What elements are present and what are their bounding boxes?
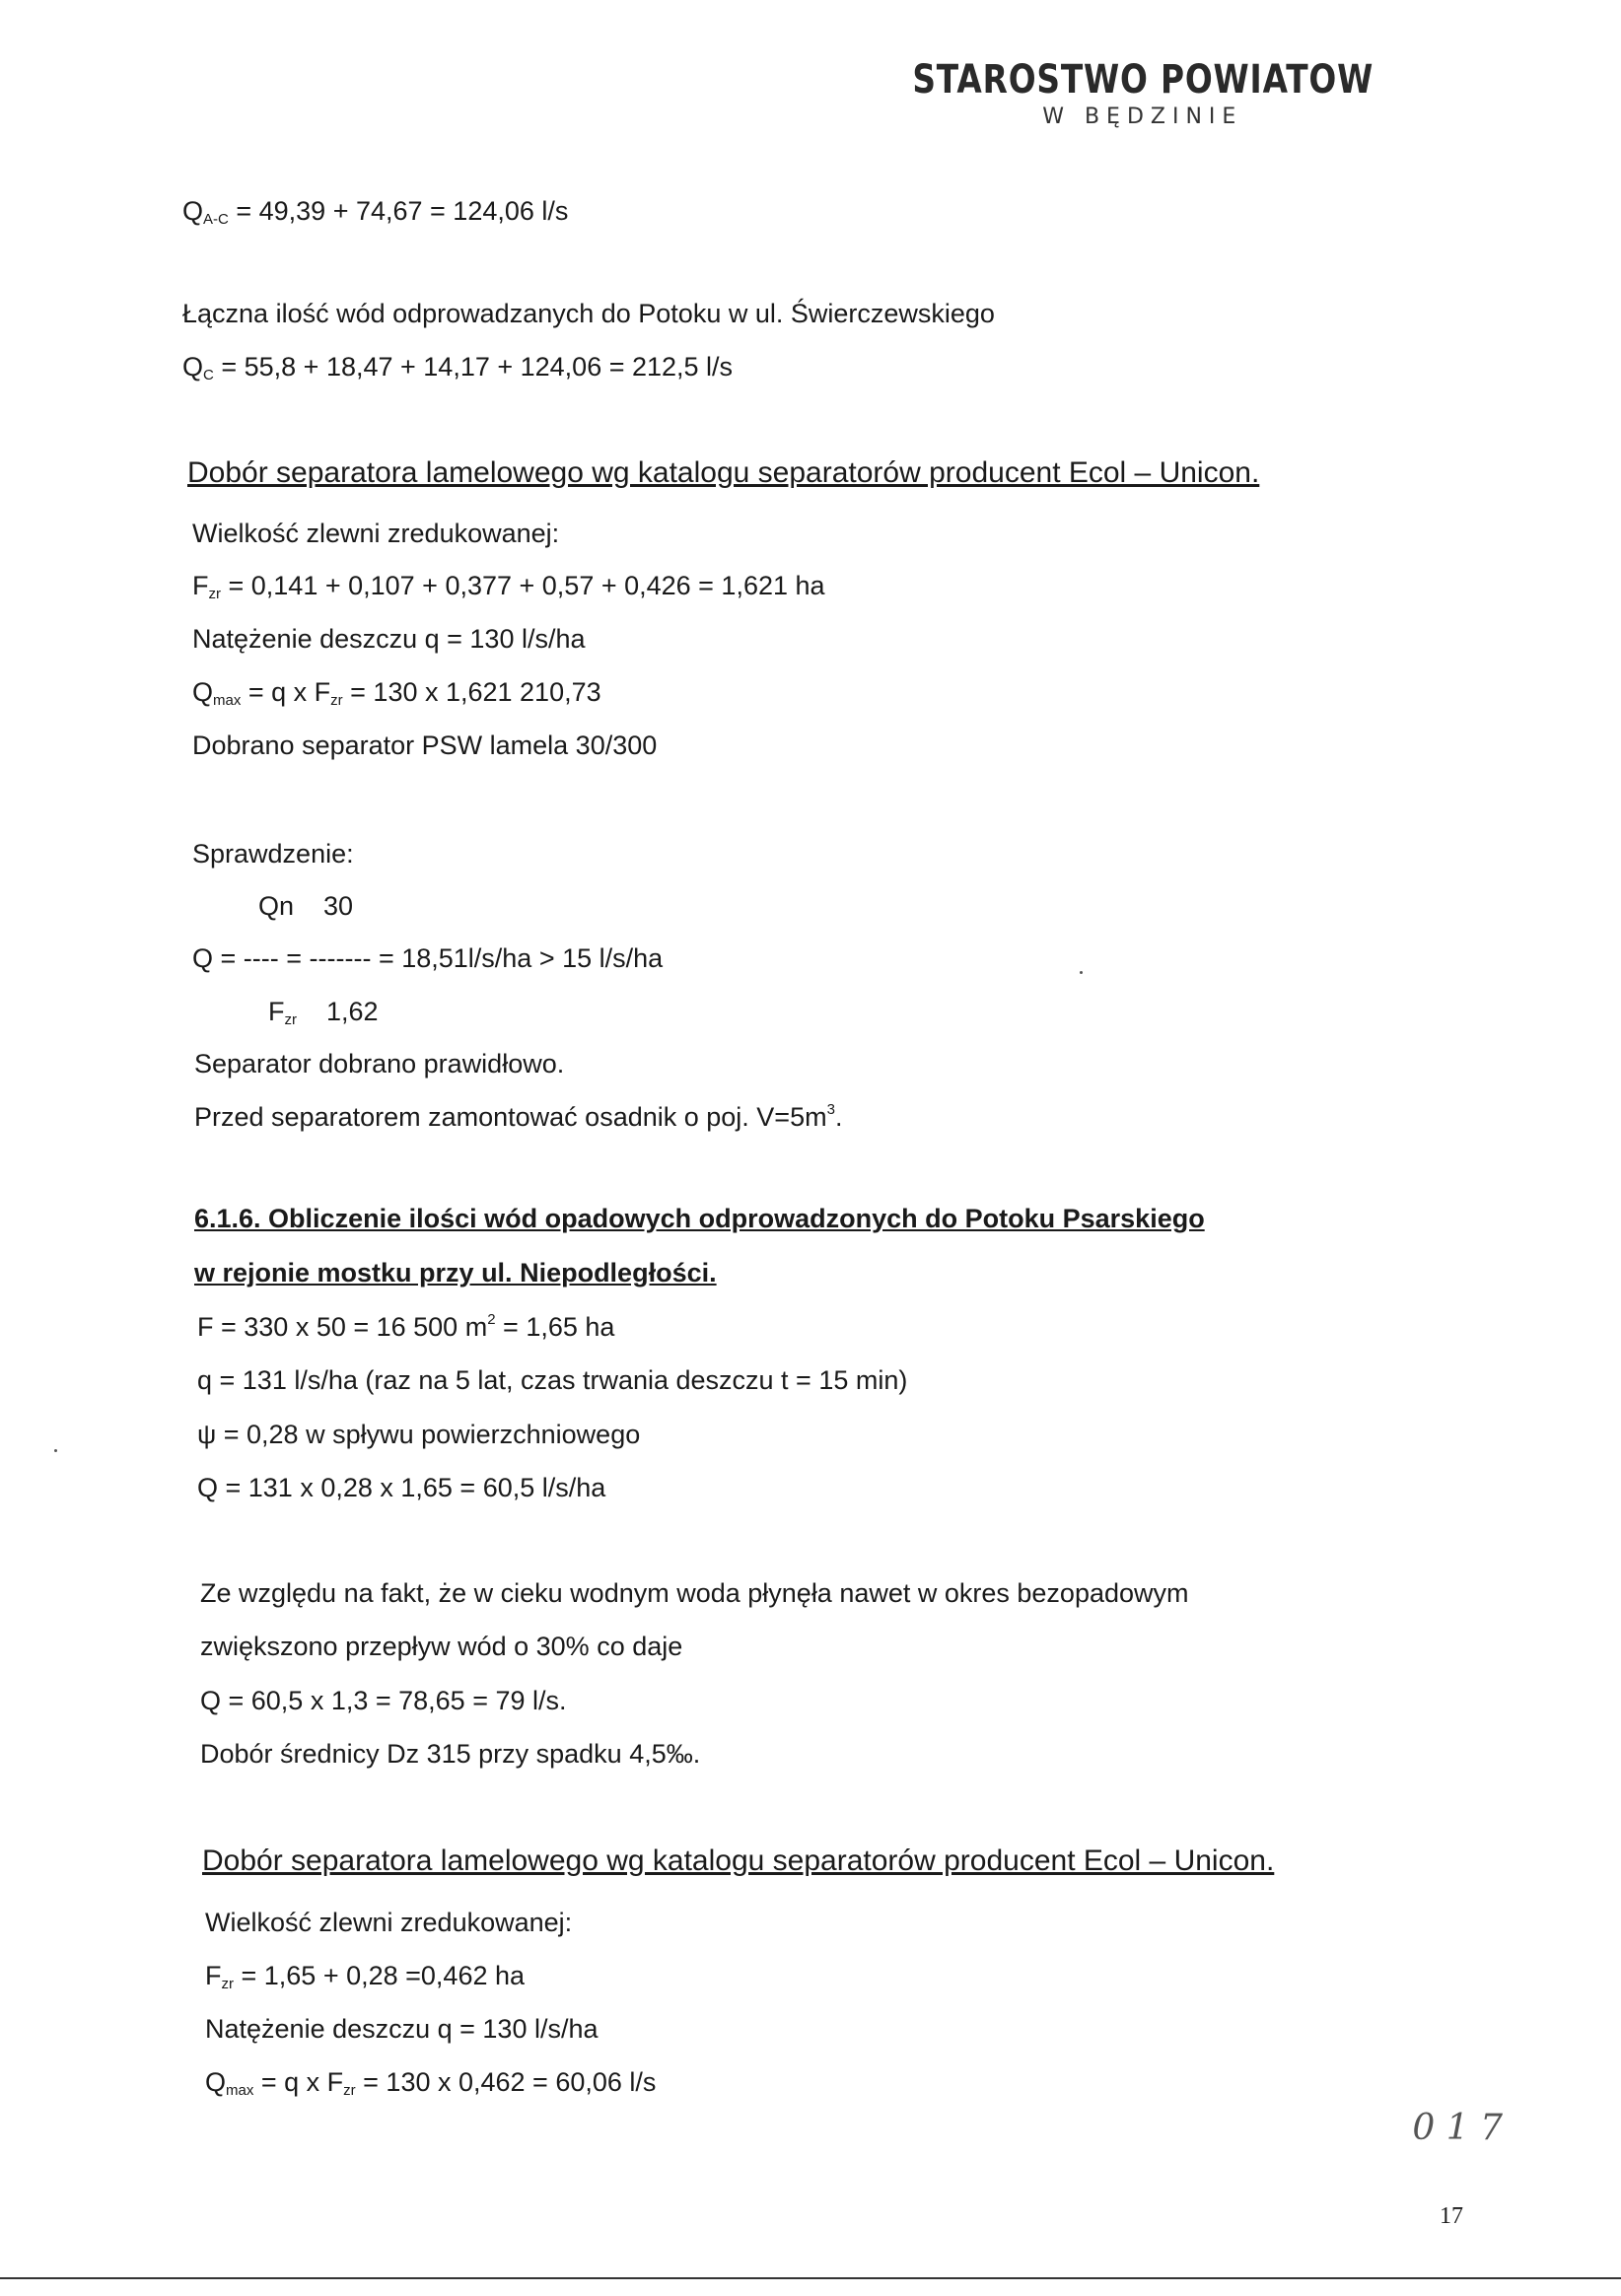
text-line: Ze względu na fakt, że w cieku wodnym woda płynęła nawet w okres bezopadowym — [200, 1578, 1189, 1608]
subsection-heading-cont: w rejonie mostku przy ul. Niepodległości. — [194, 1258, 717, 1287]
formula-qc: $Q_C = 55,8 + 18,47 + 14,17 + 124,06 = 212,5$ l/s — [182, 352, 734, 383]
section-heading: Dobór separatora lamelowego wg katalogu separatorów producent Ecol – Unicon. — [187, 456, 1260, 489]
formula-q-increased: Q = 60,5 x 1,3 = 78,65 = 79 l/s. — [200, 1686, 567, 1715]
formula-fzr-2: $F_{zr} = 1,65 + 0,28 =0,462$ ha — [205, 1961, 526, 1992]
formula-qmax: $Q_{max} = q$ x $F_{zr} = 130$ x 1,621 210,73 — [192, 677, 601, 709]
office-stamp — [862, 57, 1424, 129]
text-line: Sprawdzenie: — [192, 839, 354, 869]
text-line: Natężenie deszczu q = 130 l/s/ha — [205, 2014, 599, 2044]
text-line: Dobrano separator PSW lamela 30/300 — [192, 731, 658, 760]
section-heading: Dobór separatora lamelowego wg katalogu separatorów producent Ecol – Unicon. — [202, 1844, 1275, 1877]
page-number: 17 — [1440, 2203, 1463, 2229]
fraction-denominator: $F_{zr}$ 1,62 — [268, 997, 379, 1028]
formula-qac: $Q_{A-C} = 49,39 + 74,67 = 124,06$ l/s — [182, 196, 569, 228]
speck — [54, 1449, 57, 1452]
text-line: Łączna ilość wód odprowadzanych do Potoku w ul. Świerczewskiego — [182, 299, 995, 328]
fraction-numerator: Qn 30 — [258, 891, 354, 921]
formula-q: Q = 131 x 0,28 x 1,65 = 60,5 l/s/ha — [197, 1473, 606, 1502]
subsection-heading: 6.1.6. Obliczenie ilości wód opadowych odprowadzonych do Potoku Psarskiego — [194, 1204, 1205, 1233]
text-line: Przed separatorem zamontować osadnik o poj. $V=5m^3$. — [194, 1101, 843, 1132]
text-line: q = 131 l/s/ha (raz na 5 lat, czas trwania deszczu t = 15 min) — [197, 1365, 908, 1395]
page-bottom-edge — [0, 2277, 1621, 2279]
handwritten-number: 0 1 7 — [1412, 2108, 1503, 2148]
text-line: Dobór średnicy Dz 315 przy spadku 4,5‰. — [200, 1739, 701, 1769]
formula-check: Q = ---- = ------- = 18,51l/s/ha > 15 l/s/ha — [192, 943, 664, 973]
text-line: Natężenie deszczu q = 130 l/s/ha — [192, 624, 586, 654]
stamp-subtitle: W BĘDZINIE — [1042, 104, 1243, 129]
formula-qmax-2: $Q_{max} = q$ x $F_{zr} = 130$ x 0,462 = 60,06 l/s — [205, 2067, 657, 2099]
stamp-title: STAROSTWO POWIATOW — [911, 57, 1374, 103]
text-line: Wielkość zlewni zredukowanej: — [205, 1908, 573, 1937]
text-line: zwiększono przepływ wód o 30% co daje — [200, 1632, 683, 1661]
formula-fzr: $F_{zr} = 0,141 + 0,107 + 0,377 + 0,57 + 0,426 = 1,621$ ha — [192, 571, 825, 602]
text-line: Separator dobrano prawidłowo. — [194, 1049, 565, 1078]
speck — [1080, 971, 1083, 974]
text-line: Wielkość zlewni zredukowanej: — [192, 519, 560, 548]
text-line: ψ = 0,28 w spływu powierzchniowego — [197, 1420, 641, 1449]
formula-f: F = 330 x 50 = 16 500 $m^2 = 1,65$ ha — [197, 1311, 615, 1342]
